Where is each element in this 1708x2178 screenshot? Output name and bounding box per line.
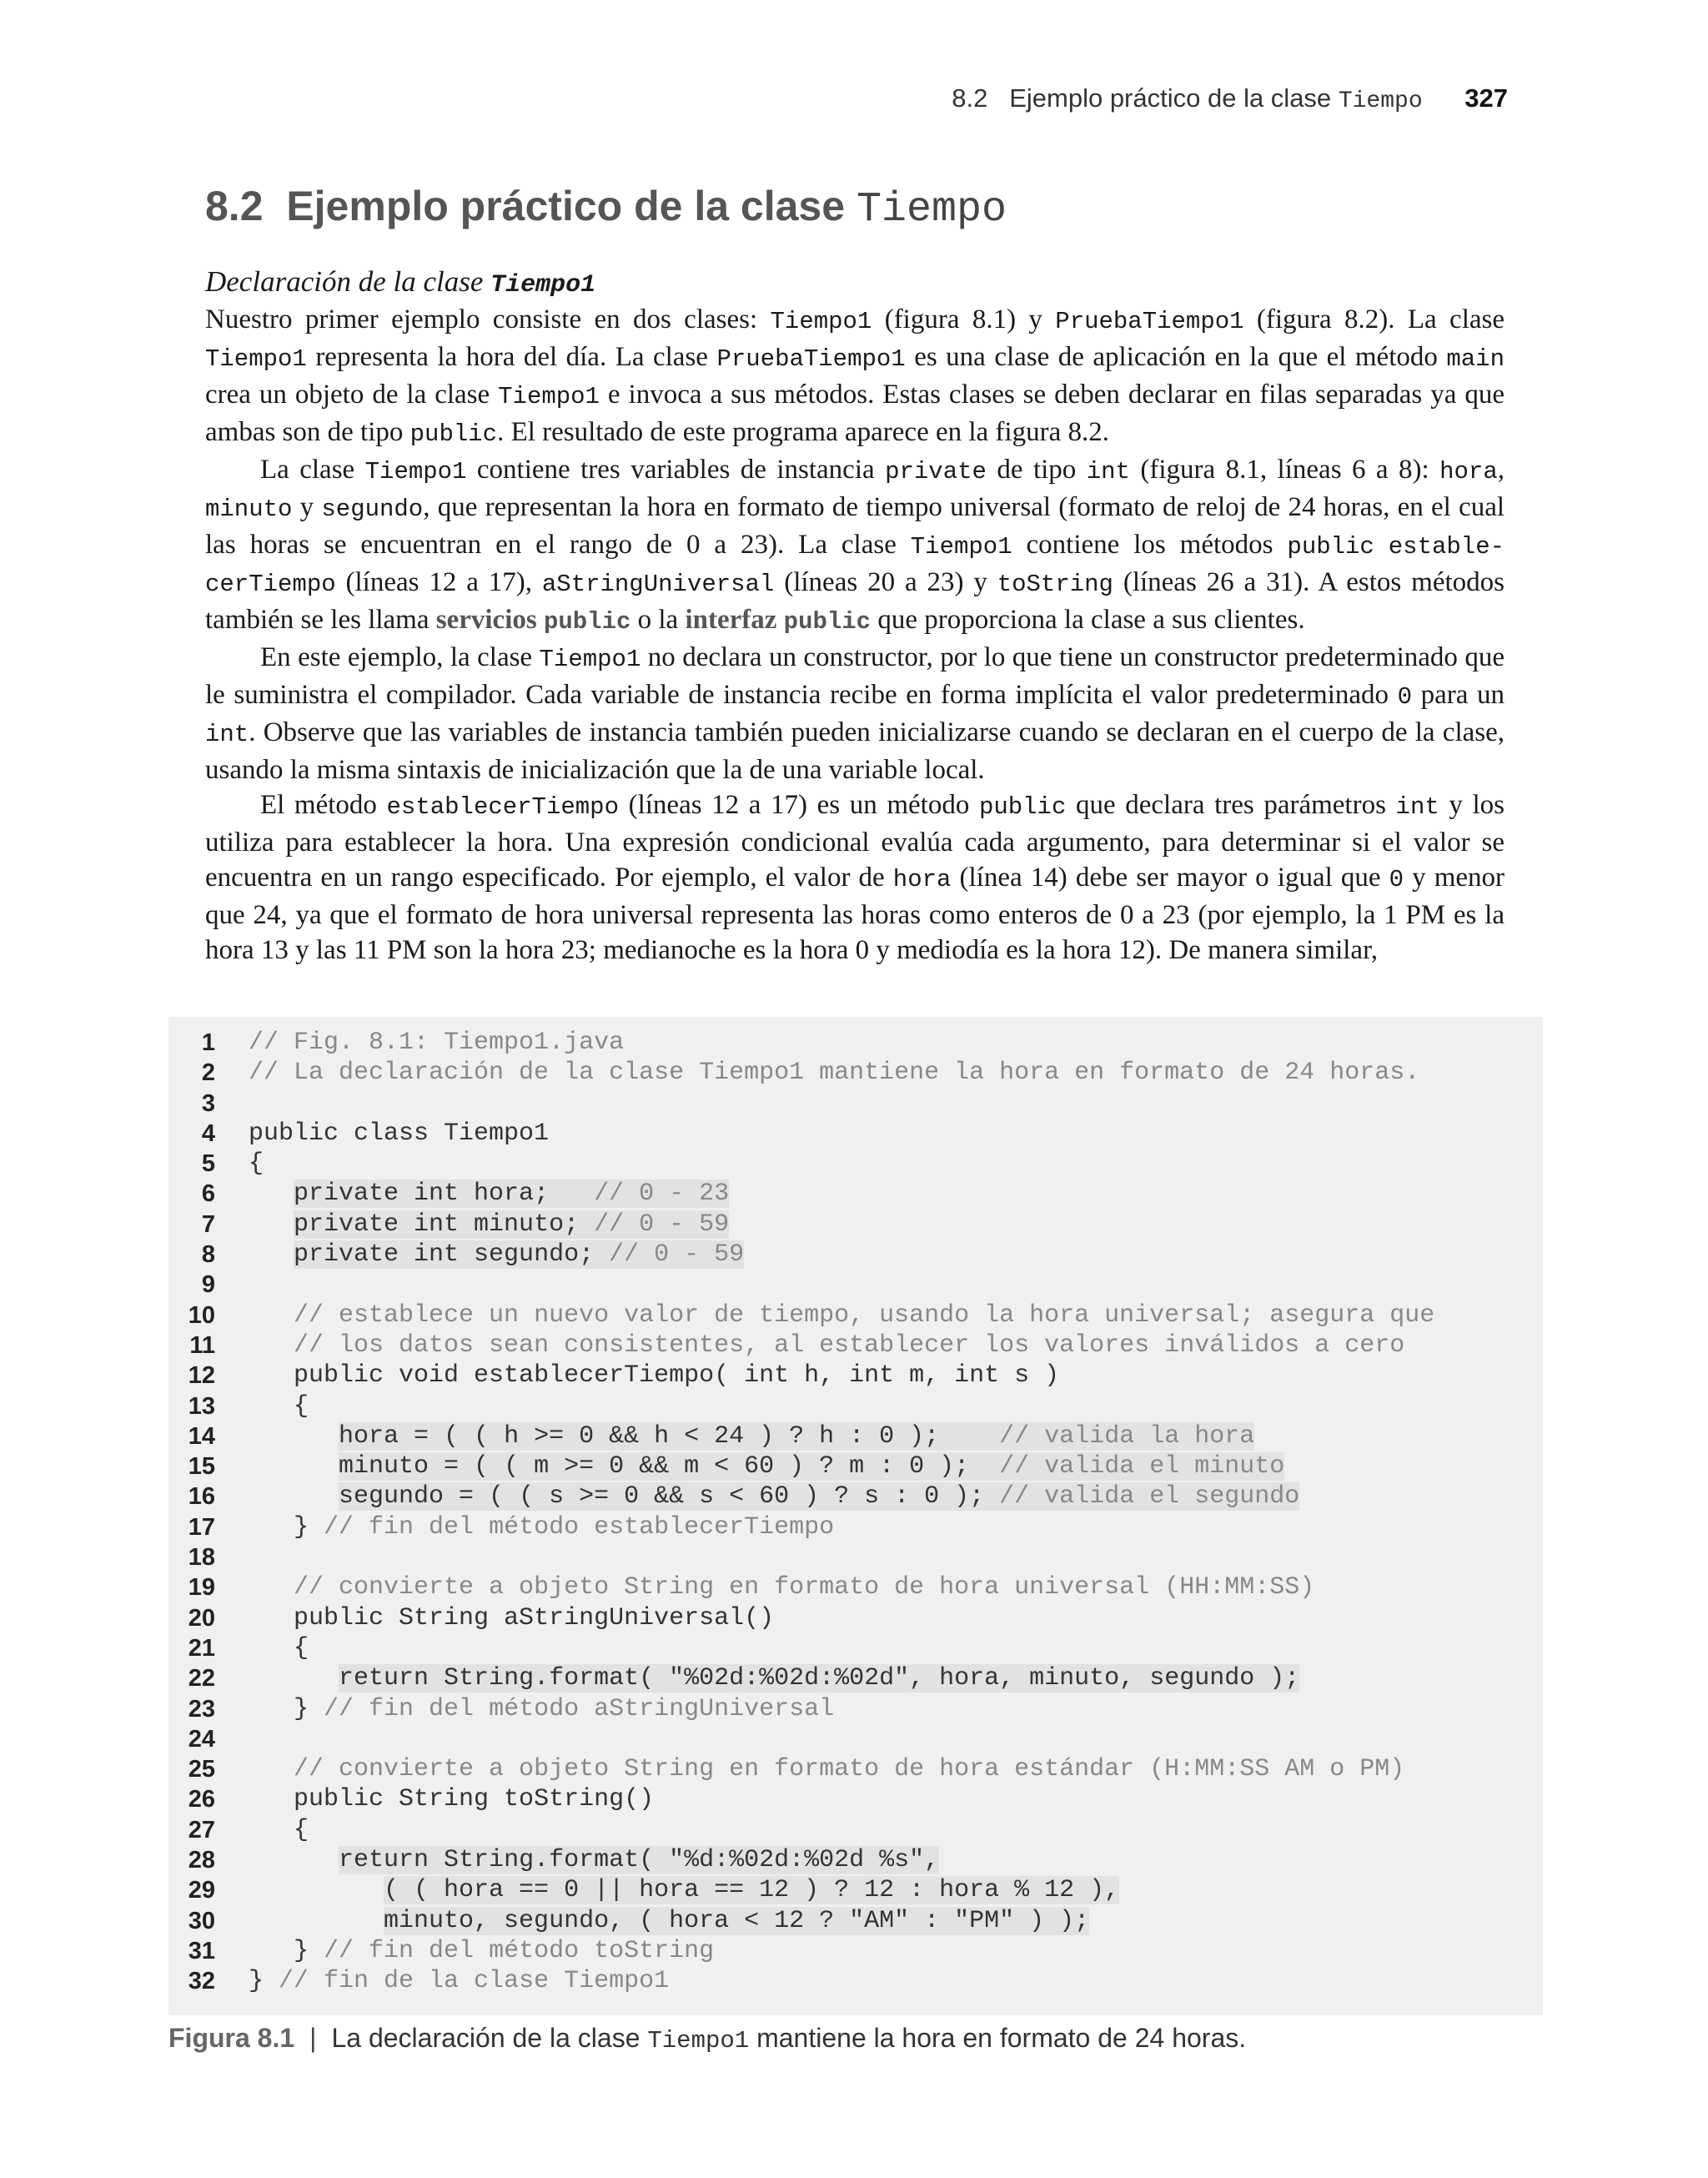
paragraph <box>205 452 1505 640</box>
text-run: es una clase de aplicación en la que el método <box>905 342 1447 372</box>
line-number: 17 <box>188 1513 215 1541</box>
key-term: interfaz <box>685 605 784 635</box>
code-comment: // fin del método aStringUniversal <box>324 1694 835 1723</box>
code-line <box>168 1936 1543 1966</box>
code-line <box>168 1603 1543 1633</box>
line-number: 1 <box>201 1029 215 1056</box>
code-text: public String aStringUniversal() <box>294 1603 775 1632</box>
inline-code: estable-cerTiempo <box>205 533 1505 598</box>
line-number: 9 <box>201 1271 215 1299</box>
text-run: o la <box>630 605 686 635</box>
code-line <box>168 1270 1543 1300</box>
code-line <box>168 1179 1543 1209</box>
text-run: que proporciona la clase a sus clientes. <box>871 605 1305 635</box>
line-number: 29 <box>188 1877 215 1904</box>
line-number: 6 <box>201 1180 215 1208</box>
code-line <box>168 1754 1543 1784</box>
code-comment: // fin de la clase Tiempo1 <box>279 1967 670 1996</box>
text-run: de tipo <box>986 455 1087 485</box>
code-comment: // los datos sean consistentes, al establecer los valores inválidos a cero <box>294 1330 1405 1360</box>
code-line <box>168 1966 1543 1996</box>
line-number: 16 <box>188 1483 215 1511</box>
code-line <box>168 1149 1543 1179</box>
code-line <box>168 1451 1543 1481</box>
code-text: } <box>294 1512 324 1542</box>
code-text: private int segundo; <box>294 1240 610 1270</box>
text-run: (línea 14) debe ser mayor o igual que <box>951 863 1389 893</box>
code-line <box>168 1058 1543 1088</box>
inline-code: int <box>205 721 249 748</box>
code-line <box>168 1481 1543 1512</box>
code-line <box>168 1330 1543 1361</box>
line-number: 15 <box>188 1453 215 1481</box>
code-text: private int minuto; <box>294 1210 595 1239</box>
code-line <box>168 1694 1543 1724</box>
paragraph <box>205 640 1505 787</box>
code-text: public class Tiempo1 <box>249 1119 550 1148</box>
inline-code: Tiempo1 <box>364 458 467 485</box>
code-text: } <box>249 1967 279 1996</box>
inline-code: 0 <box>1389 866 1404 893</box>
code-line <box>168 1361 1543 1391</box>
inline-code: int <box>1395 793 1439 821</box>
line-number: 8 <box>201 1241 215 1269</box>
inline-code: Tiempo1 <box>910 533 1012 561</box>
text-run: que declara tres parámetros <box>1066 790 1396 820</box>
code-line <box>168 1663 1543 1693</box>
code-comment: // 0 - 23 <box>594 1180 730 1209</box>
running-head-title-code: Tiempo <box>1338 88 1423 114</box>
text-run: (líneas 12 a 17), <box>335 567 542 597</box>
code-text: hora = ( ( h >= 0 && h < 24 ) ? h : 0 ); <box>339 1421 1000 1451</box>
code-comment: // fin del método toString <box>324 1936 715 1965</box>
code-comment: // valida la hora <box>999 1421 1255 1451</box>
code-text: minuto = ( ( m >= 0 && m < 60 ) ? m : 0 ); <box>339 1452 1000 1481</box>
text-run: y <box>292 492 322 522</box>
line-number: 7 <box>201 1210 215 1238</box>
section-number: 8.2 <box>205 183 264 229</box>
code-text: segundo = ( ( s >= 0 && s < 60 ) ? s : 0 ); <box>339 1482 1000 1512</box>
code-text: } <box>294 1936 324 1965</box>
running-head <box>952 83 1508 114</box>
section-title-text: Ejemplo práctico de la clase <box>286 183 846 229</box>
line-number: 23 <box>188 1695 215 1723</box>
text-run: La clase <box>260 455 365 485</box>
text-run: En este ejemplo, la clase <box>260 642 540 672</box>
text-run: El método <box>260 790 387 820</box>
line-number: 13 <box>188 1392 215 1420</box>
line-number: 30 <box>188 1907 215 1934</box>
code-text: ( ( hora == 0 || hora == 12 ) ? 12 : hora % 12 ), <box>384 1876 1120 1905</box>
code-line <box>168 1724 1543 1754</box>
text-run: . El resultado de este programa aparece en la figura 8.2. <box>497 417 1109 447</box>
line-number: 21 <box>188 1634 215 1662</box>
inline-code: aStringUniversal <box>541 571 775 598</box>
text-run: Nuestro primer ejemplo consiste en dos clases: <box>205 304 771 334</box>
text-run: contiene tres variables de instancia <box>466 455 886 485</box>
code-text: { <box>294 1391 309 1421</box>
line-number: 4 <box>201 1119 215 1147</box>
key-term: public <box>783 608 872 636</box>
code-line <box>168 1300 1543 1330</box>
code-line <box>168 1906 1543 1936</box>
section-title-code: Tiempo <box>856 186 1007 234</box>
line-number: 18 <box>188 1544 215 1572</box>
text-run: contiene los métodos <box>1012 530 1288 560</box>
line-number: 14 <box>188 1422 215 1450</box>
code-listing <box>168 1028 1543 1997</box>
subheading-code: Tiempo1 <box>490 271 596 299</box>
line-number: 28 <box>188 1847 215 1874</box>
line-number: 19 <box>188 1574 215 1602</box>
code-comment: // convierte a objeto String en formato de hora estándar (H:MM:SS AM o PM) <box>294 1755 1405 1784</box>
code-line <box>168 1210 1543 1240</box>
line-number: 5 <box>201 1150 215 1178</box>
code-text: { <box>249 1149 264 1179</box>
text-run: crea un objeto de la clase <box>205 380 499 410</box>
inline-code: public <box>409 420 498 448</box>
running-head-section: 8.2 <box>952 83 988 113</box>
inline-code: 0 <box>1397 683 1413 711</box>
code-line <box>168 1119 1543 1149</box>
code-line <box>168 1028 1543 1058</box>
code-text: return String.format( "%d:%02d:%02d %s", <box>339 1846 940 1875</box>
code-text: minuto, segundo, ( hora < 12 ? "AM" : "PM" ) ); <box>384 1906 1090 1935</box>
line-number: 27 <box>188 1816 215 1844</box>
text-run: y los utiliza para establecer la hora. Una expresión condicional evalúa cada argumento, para determinar si el valor se encuentra en un rango especificado. Por ejemplo, el valor de <box>205 790 1505 893</box>
inline-code: Tiempo1 <box>770 308 872 335</box>
code-text: private int hora; <box>294 1180 595 1209</box>
text-run: . Observe que las variables de instancia también pueden inicializarse cuando se declaran en el cuerpo de la clase, usando la misma sintaxis de inicialización que la de una variable local. <box>205 717 1505 785</box>
running-head-title: Ejemplo práctico de la clase <box>1009 83 1332 113</box>
code-line <box>168 1240 1543 1270</box>
inline-code: int <box>1086 458 1130 485</box>
caption-separator: | <box>309 2023 317 2053</box>
code-line <box>168 1512 1543 1542</box>
text-run: representa la hora del día. La clase <box>306 342 717 372</box>
code-comment: // 0 - 59 <box>609 1240 745 1270</box>
page-number: 327 <box>1464 83 1508 113</box>
code-text: public String toString() <box>294 1785 655 1814</box>
line-number: 25 <box>188 1756 215 1783</box>
code-line <box>168 1089 1543 1119</box>
line-number: 31 <box>188 1937 215 1964</box>
inline-code: Tiempo1 <box>539 646 641 673</box>
code-text: } <box>294 1694 324 1723</box>
inline-code: private <box>885 458 987 485</box>
paragraph <box>205 787 1505 968</box>
inline-code: Tiempo1 <box>205 345 307 373</box>
text-run <box>1374 530 1389 560</box>
code-text: { <box>294 1633 309 1662</box>
code-text: public void establecerTiempo( int h, int m, int s ) <box>294 1361 1060 1391</box>
code-line <box>168 1572 1543 1602</box>
code-text: { <box>294 1815 309 1844</box>
code-comment: // La declaración de la clase Tiempo1 mantiene la hora en formato de 24 horas. <box>249 1059 1420 1088</box>
text-run: e invoca a sus métodos. Estas clases se deben declarar en filas separadas ya que ambas son de tipo <box>205 380 1505 447</box>
text-run: (figura 8.1) y <box>872 304 1056 334</box>
code-line <box>168 1542 1543 1572</box>
inline-code: minuto <box>205 495 293 523</box>
caption-text-after: mantiene la hora en formato de 24 horas. <box>756 2023 1247 2053</box>
inline-code: hora <box>892 866 952 893</box>
text-run: (líneas 26 a 31). A estos métodos también se les llama <box>205 567 1505 635</box>
line-number: 22 <box>188 1665 215 1693</box>
code-comment: // convierte a objeto String en formato de hora universal (HH:MM:SS) <box>294 1573 1315 1602</box>
line-number: 20 <box>188 1604 215 1632</box>
figure-caption <box>168 2023 1246 2055</box>
paragraph <box>205 302 1505 452</box>
line-number: 32 <box>188 1968 215 1995</box>
code-text: return String.format( "%02d:%02d:%02d", hora, minuto, segundo ); <box>339 1664 1300 1693</box>
line-number: 11 <box>189 1331 215 1359</box>
caption-text-before: La declaración de la clase <box>331 2023 640 2053</box>
line-number: 10 <box>188 1301 215 1329</box>
code-line <box>168 1784 1543 1814</box>
code-line <box>168 1815 1543 1845</box>
text-run: , <box>1497 455 1505 485</box>
inline-code: hora <box>1439 458 1498 485</box>
key-term: servicios <box>435 605 544 635</box>
inline-code: public <box>978 793 1067 821</box>
subheading-text: Declaración de la clase <box>205 265 484 298</box>
text-run: no declara un constructor, por lo que tiene un constructor predeterminado que le suministra el compilador. Cada variable de instancia recibe en forma implícita el valor predeterminado <box>205 642 1505 710</box>
code-line <box>168 1875 1543 1905</box>
text-run: y menor que 24, ya que el formato de hora universal representa las horas como enteros de 0 a 23 (por ejemplo, la 1 PM es la hora 13 y las 11 PM son la hora 23; medianoche es la hora 0 y mediodía es la hora 12). De manera similar, <box>205 863 1505 965</box>
code-comment: // Fig. 8.1: Tiempo1.java <box>249 1029 625 1057</box>
inline-code: segundo <box>321 495 424 523</box>
text-run: (líneas 12 a 17) es un método <box>618 790 979 820</box>
code-comment: // valida el minuto <box>999 1452 1285 1481</box>
body-text <box>205 302 1505 968</box>
inline-code: main <box>1446 345 1505 373</box>
inline-code: Tiempo1 <box>498 383 600 410</box>
text-run: , que representan la hora en formato de tiempo universal (formato de reloj de 24 horas, en el cual las horas se encuentran en el rango de 0 a 23). La clase <box>205 492 1505 560</box>
line-number: 26 <box>188 1786 215 1813</box>
section-title <box>205 182 1007 234</box>
code-line <box>168 1633 1543 1663</box>
code-line <box>168 1421 1543 1451</box>
line-number: 2 <box>201 1059 215 1087</box>
code-comment: // fin del método establecerTiempo <box>324 1512 835 1542</box>
code-line <box>168 1391 1543 1421</box>
inline-code: establecerTiempo <box>386 793 619 821</box>
inline-code: toString <box>997 571 1113 598</box>
text-run: (líneas 20 a 23) y <box>774 567 997 597</box>
code-comment: // valida el segundo <box>999 1482 1300 1512</box>
text-run: (figura 8.2). La clase <box>1243 304 1505 334</box>
text-run: para un <box>1412 680 1505 710</box>
line-number: 12 <box>188 1362 215 1390</box>
line-number: 24 <box>188 1725 215 1753</box>
line-number: 3 <box>201 1089 215 1117</box>
code-line <box>168 1845 1543 1875</box>
code-comment: // 0 - 59 <box>594 1210 730 1239</box>
code-comment: // establece un nuevo valor de tiempo, usando la hora universal; asegura que <box>294 1300 1435 1330</box>
text-run: (figura 8.1, líneas 6 a 8): <box>1129 455 1440 485</box>
subheading <box>205 265 595 299</box>
figure-number: Figura 8.1 <box>168 2023 295 2053</box>
inline-code: public <box>1287 533 1374 561</box>
caption-code: Tiempo1 <box>647 2027 750 2055</box>
key-term: public <box>543 608 631 636</box>
inline-code: PruebaTiempo1 <box>716 345 906 373</box>
inline-code: PruebaTiempo1 <box>1055 308 1244 335</box>
